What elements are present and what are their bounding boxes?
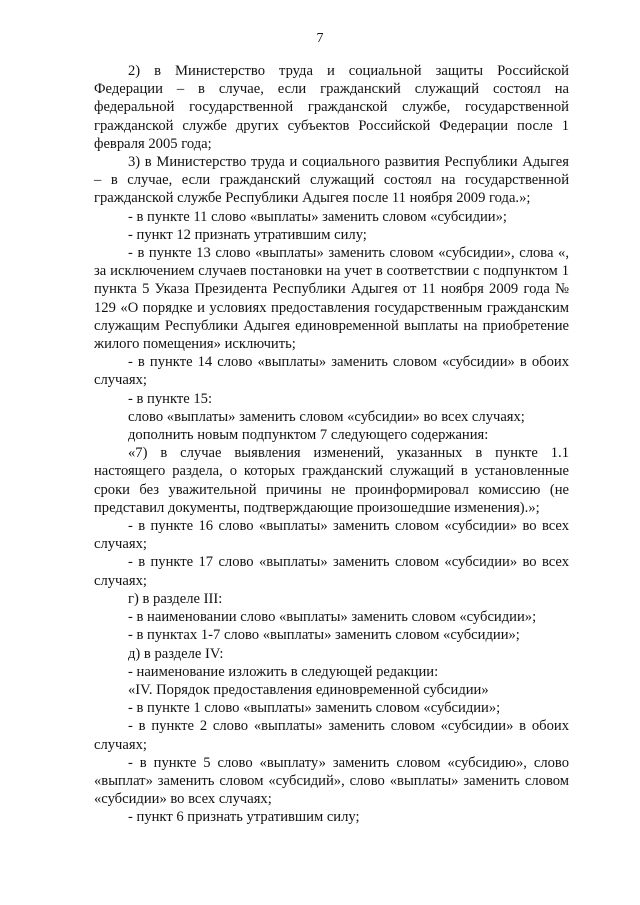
paragraph-section-4-title-change: - наименование изложить в следующей редакции:	[128, 663, 439, 680]
paragraph-section-4: д) в разделе IV:	[128, 645, 224, 662]
paragraph-point-11: - в пункте 11 слово «выплаты» заменить словом «субсидии»;	[128, 208, 507, 225]
paragraph-point-17: - в пункте 17 слово «выплаты» заменить словом «субсидии» во всех случаях;	[94, 554, 569, 589]
paragraph-item-2: 2) в Министерство труда и социальной защиты Российской Федерации – в случае, если гражданский служащий состоял на федеральной государственной гражданской службе, государственной гражданской службе других субъектов Российской Федерации после 1 февраля 2005 года;	[94, 63, 569, 152]
paragraph-section-4-point-1: - в пункте 1 слово «выплаты» заменить словом «субсидии»;	[128, 700, 501, 717]
paragraph-section-3-title: - в наименовании слово «выплаты» заменить словом «субсидии»;	[128, 609, 537, 626]
paragraph-point-15: - в пункте 15:	[128, 390, 213, 407]
paragraph-point-15-add: дополнить новым подпунктом 7 следующего содержания:	[128, 427, 489, 444]
paragraph-section-4-new-title: «IV. Порядок предоставления единовременной субсидии»	[128, 681, 489, 698]
paragraph-point-15-word: слово «выплаты» заменить словом «субсидии» во всех случаях;	[128, 408, 525, 425]
paragraph-item-3: 3) в Министерство труда и социального развития Республики Адыгея – в случае, если гражданский служащий состоял на государственной гражданской службе Республики Адыгея после 11 ноября 2009 года.»;	[94, 154, 569, 207]
page-number: 7	[316, 31, 324, 46]
paragraph-section-3: г) в разделе III:	[128, 590, 223, 607]
paragraph-section-4-point-5: - в пункте 5 слово «выплату» заменить словом «субсидию», слово «выплат» заменить словом «субсидий», слово «выплаты» заменить словом «субсидии» во всех случаях;	[94, 754, 569, 808]
paragraph-point-13: - в пункте 13 слово «выплаты» заменить словом «субсидии», слова «, за исключением случаев постановки на учет в соответствии с подпунктом 1 пункта 5 Указа Президента Республики Адыгея от 11 ноября 2009 года № 129 «О порядке и условиях предоставления государственным гражданским служащим Республики Адыгея единовременной выплаты на приобретение жилого помещения» исключить;	[94, 245, 569, 353]
paragraph-subpoint-7: «7) в случае выявления изменений, указанных в пункте 1.1 настоящего раздела, о которых гражданский служащий в установленные сроки без уважительной причины не проинформировал комиссию (не представил документы, подтверждающие произошедшие изменения).»;	[94, 445, 569, 516]
paragraph-section-4-point-2: - в пункте 2 слово «выплаты» заменить словом «субсидии» в обоих случаях;	[94, 718, 569, 753]
paragraph-section-3-points: - в пунктах 1-7 слово «выплаты» заменить словом «субсидии»;	[128, 627, 520, 644]
paragraph-point-14: - в пункте 14 слово «выплаты» заменить словом «субсидии» в обоих случаях;	[94, 354, 569, 389]
paragraph-point-12: - пункт 12 признать утратившим силу;	[128, 226, 367, 243]
paragraph-point-16: - в пункте 16 слово «выплаты» заменить словом «субсидии» во всех случаях;	[94, 518, 569, 553]
paragraph-section-4-point-6: - пункт 6 признать утратившим силу;	[128, 809, 360, 826]
document-body	[94, 62, 569, 827]
